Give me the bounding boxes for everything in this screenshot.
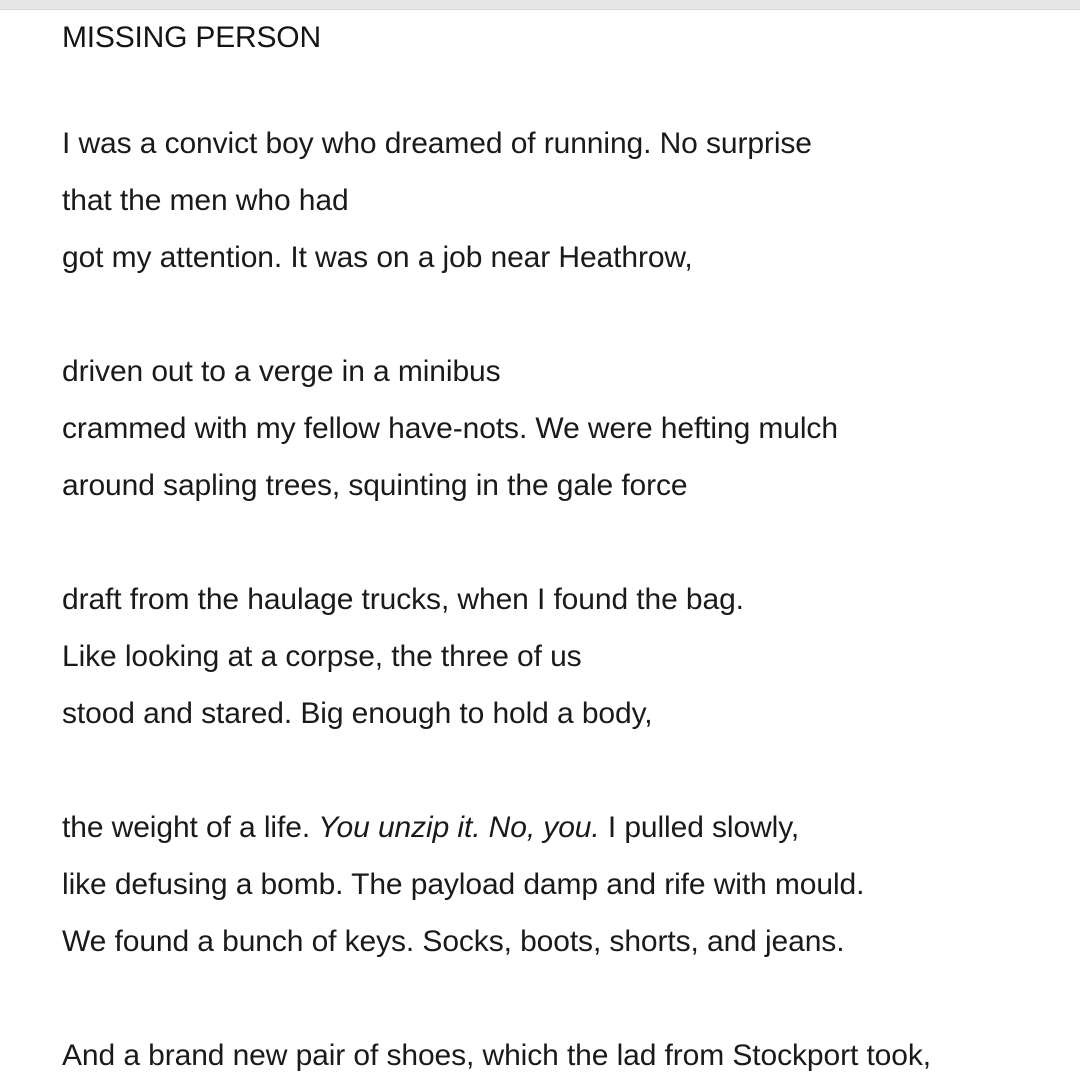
poem-title: MISSING PERSON xyxy=(62,21,321,54)
stanza-1 xyxy=(62,115,1072,286)
poem-line: stood and stared. Big enough to hold a body, xyxy=(62,697,653,730)
top-divider xyxy=(0,0,1080,10)
poem-line: that the men who had xyxy=(62,184,349,217)
stanza-3 xyxy=(62,571,1072,742)
poem-line: We found a bunch of keys. Socks, boots, shorts, and jeans. xyxy=(62,925,845,958)
poem-line: I was a convict boy who dreamed of running. No surprise xyxy=(62,127,812,160)
poem-line: got my attention. It was on a job near Heathrow, xyxy=(62,241,693,274)
poem-line: around sapling trees, squinting in the gale force xyxy=(62,469,688,502)
poem-line: like defusing a bomb. The payload damp and rife with mould. xyxy=(62,868,865,901)
italic-dialogue: You unzip it. No, you. xyxy=(318,811,600,844)
stanza-5 xyxy=(62,1027,1072,1080)
poem-line: crammed with my fellow have-nots. We were hefting mulch xyxy=(62,412,838,445)
poem-line: draft from the haulage trucks, when I found the bag. xyxy=(62,583,744,616)
poem-line: Like looking at a corpse, the three of us xyxy=(62,640,582,673)
stanza-4 xyxy=(62,799,1072,970)
line-text-before: the weight of a life. xyxy=(62,811,319,844)
line-text-after: I pulled slowly, xyxy=(599,811,800,844)
poem-line: driven out to a verge in a minibus xyxy=(62,355,501,388)
poem-line-mixed xyxy=(62,799,1072,856)
poem-document xyxy=(62,18,1072,1080)
stanza-2 xyxy=(62,343,1072,514)
poem-body xyxy=(62,115,1072,1080)
poem-line: And a brand new pair of shoes, which the lad from Stockport took, xyxy=(62,1039,931,1072)
